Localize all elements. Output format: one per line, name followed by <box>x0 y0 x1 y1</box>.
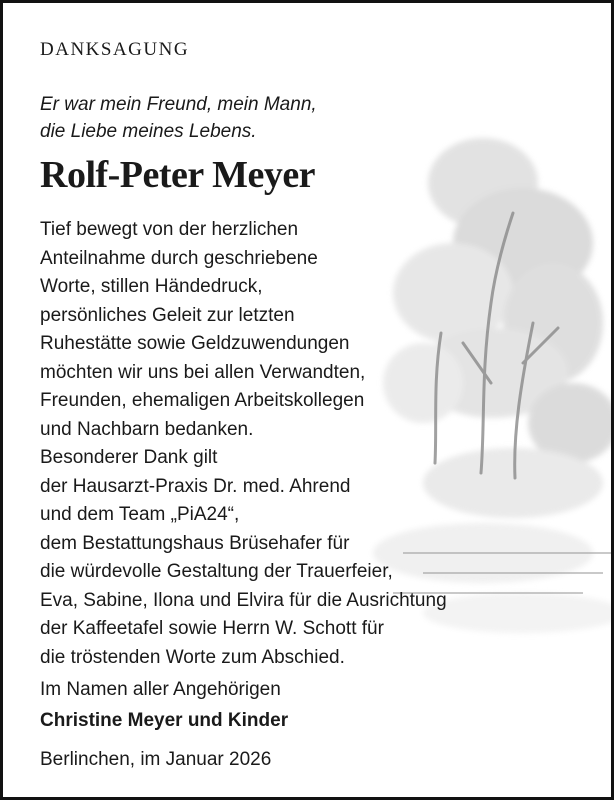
quote-line: die Liebe meines Lebens. <box>40 121 257 142</box>
text-line: Besonderer Dank gilt <box>40 447 218 468</box>
text-line: Anteilnahme durch geschriebene <box>40 247 318 269</box>
text-line: die tröstenden Worte zum Abschied. <box>40 646 345 668</box>
closing-line: Im Namen aller Angehörigen <box>40 679 281 700</box>
text-line: der Kaffeetafel sowie Herrn W. Schott für <box>40 618 384 639</box>
memorial-quote <box>40 91 317 145</box>
text-line: dem Bestattungshaus Brüsehafer für <box>40 532 350 554</box>
text-line: persönliches Geleit zur letzten <box>40 304 295 326</box>
text-line: Worte, stillen Händedruck, <box>40 276 263 297</box>
closing-block <box>40 674 288 736</box>
text-line: Ruhestätte sowie Geldzuwendungen <box>40 333 350 354</box>
text-line: Freunden, ehemaligen Arbeitskollegen <box>40 390 365 411</box>
signer-name: Christine Meyer und Kinder <box>40 710 289 731</box>
deceased-name: Rolf-Peter Meyer <box>40 154 316 196</box>
special-thanks-paragraph <box>40 444 447 672</box>
text-line: die würdevolle Gestaltung der Trauerfeier, <box>40 561 393 582</box>
quote-line: Er war mein Freund, mein Mann, <box>40 94 317 115</box>
text-line: und dem Team „PiA24“, <box>40 504 240 525</box>
text-line: der Hausarzt-Praxis Dr. med. Ahrend <box>40 475 351 497</box>
thanks-paragraph <box>40 216 365 444</box>
text-line: Eva, Sabine, Ilona und Elvira für die Ausrichtung <box>40 589 447 611</box>
text-line: und Nachbarn bedanken. <box>40 418 254 440</box>
notice-heading: DANKSAGUNG <box>40 39 190 60</box>
text-line: Tief bewegt von der herzlichen <box>40 219 299 240</box>
place-date: Berlinchen, im Januar 2026 <box>40 749 272 770</box>
text-line: möchten wir uns bei allen Verwandten, <box>40 361 366 383</box>
